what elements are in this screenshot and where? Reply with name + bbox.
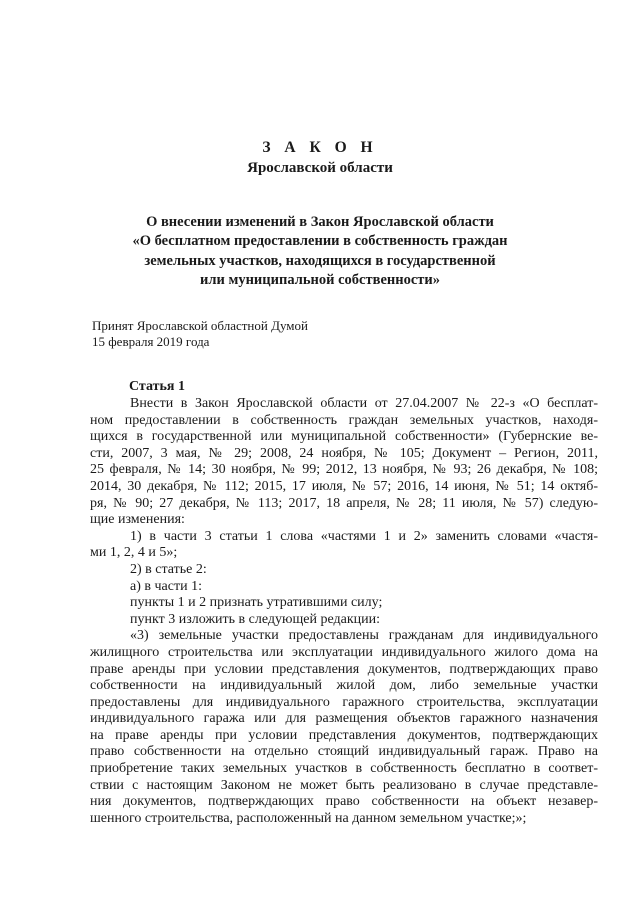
body-line: индивидуального гаража или для размещения объектов гаражного назначения [90, 711, 598, 727]
article-body [90, 396, 598, 827]
law-heading: З А К О Н [262, 139, 378, 156]
body-line: 1) в части 3 статьи 1 слова «частями 1 и 2» заменить словами «частя- [130, 528, 598, 544]
article-title: Статья 1 [129, 379, 185, 394]
body-line: собственности на индивидуальный жилой дом, либо земельные участки [90, 678, 598, 694]
body-line: ствии с настоящим Законом не может быть реализовано в случае представле- [90, 777, 598, 793]
law-subject-title [0, 213, 640, 290]
subject-line: «О бесплатном предоставлении в собственность граждан [132, 233, 508, 250]
body-line: ми 1, 2, 4 и 5»; [90, 545, 178, 561]
body-line: а) в части 1: [130, 578, 202, 594]
adoption-note [92, 318, 308, 350]
body-line: право собственности на отдельно стоящий индивидуальный гараж. Право на [90, 744, 598, 760]
body-line: ном предоставлении в собственность граждан земельных участков, находя- [90, 412, 598, 428]
body-line: пункт 3 изложить в следующей редакции: [130, 611, 380, 627]
body-line: 2) в статье 2: [130, 561, 207, 577]
region-heading: Ярославской области [247, 160, 393, 176]
body-line: предоставлены для индивидуального гаражного строительства, эксплуатации [90, 694, 598, 710]
body-line: 2014, 30 декабря, № 112; 2015, 17 июля, № 57; 2016, 14 июня, № 51; 14 октяб- [90, 478, 598, 494]
body-line: жилищного строительства или эксплуатации индивидуального жилого дома на [90, 644, 598, 660]
body-line: пункты 1 и 2 признать утратившими силу; [130, 595, 383, 611]
subject-line: земельных участков, находящихся в государственной [144, 252, 496, 269]
body-line: «3) земельные участки предоставлены гражданам для индивидуального [130, 628, 598, 644]
body-line: ния документов, подтверждающих право собственности на объект незавер- [90, 794, 598, 810]
adoption-date: 15 февраля 2019 года [92, 334, 210, 349]
body-line: праве аренды при условии представления документов, подтверждающих право [90, 661, 598, 677]
body-line: Внести в Закон Ярославской области от 27.04.2007 № 22-з «О бесплат- [130, 396, 598, 411]
body-line: шенного строительства, расположенный на данном земельном участке;»; [90, 810, 527, 826]
body-line: приобретение таких земельных участков в собственность бесплатно в соответ- [90, 761, 598, 777]
body-line: 25 февраля, № 14; 30 ноября, № 99; 2012, 13 ноября, № 93; 26 декабря, № 108; [90, 462, 598, 478]
subject-line: О внесении изменений в Закон Ярославской области [146, 214, 494, 230]
body-line: ря, № 90; 27 декабря, № 113; 2017, 18 апреля, № 28; 11 июля, № 57) следую- [90, 495, 598, 511]
body-line: сти, 2007, 3 мая, № 29; 2008, 24 ноября, № 105; Документ – Регион, 2011, [90, 445, 598, 461]
body-line: щие изменения: [90, 512, 185, 528]
body-line: щихся в государственной или муниципальной собственности» (Губернские ве- [90, 429, 598, 445]
subject-line: или муниципальной собственности» [199, 271, 440, 288]
adoption-line: Принят Ярославской областной Думой [92, 318, 308, 333]
body-line: на праве аренды при условии представления документов, подтверждающих [90, 727, 598, 743]
